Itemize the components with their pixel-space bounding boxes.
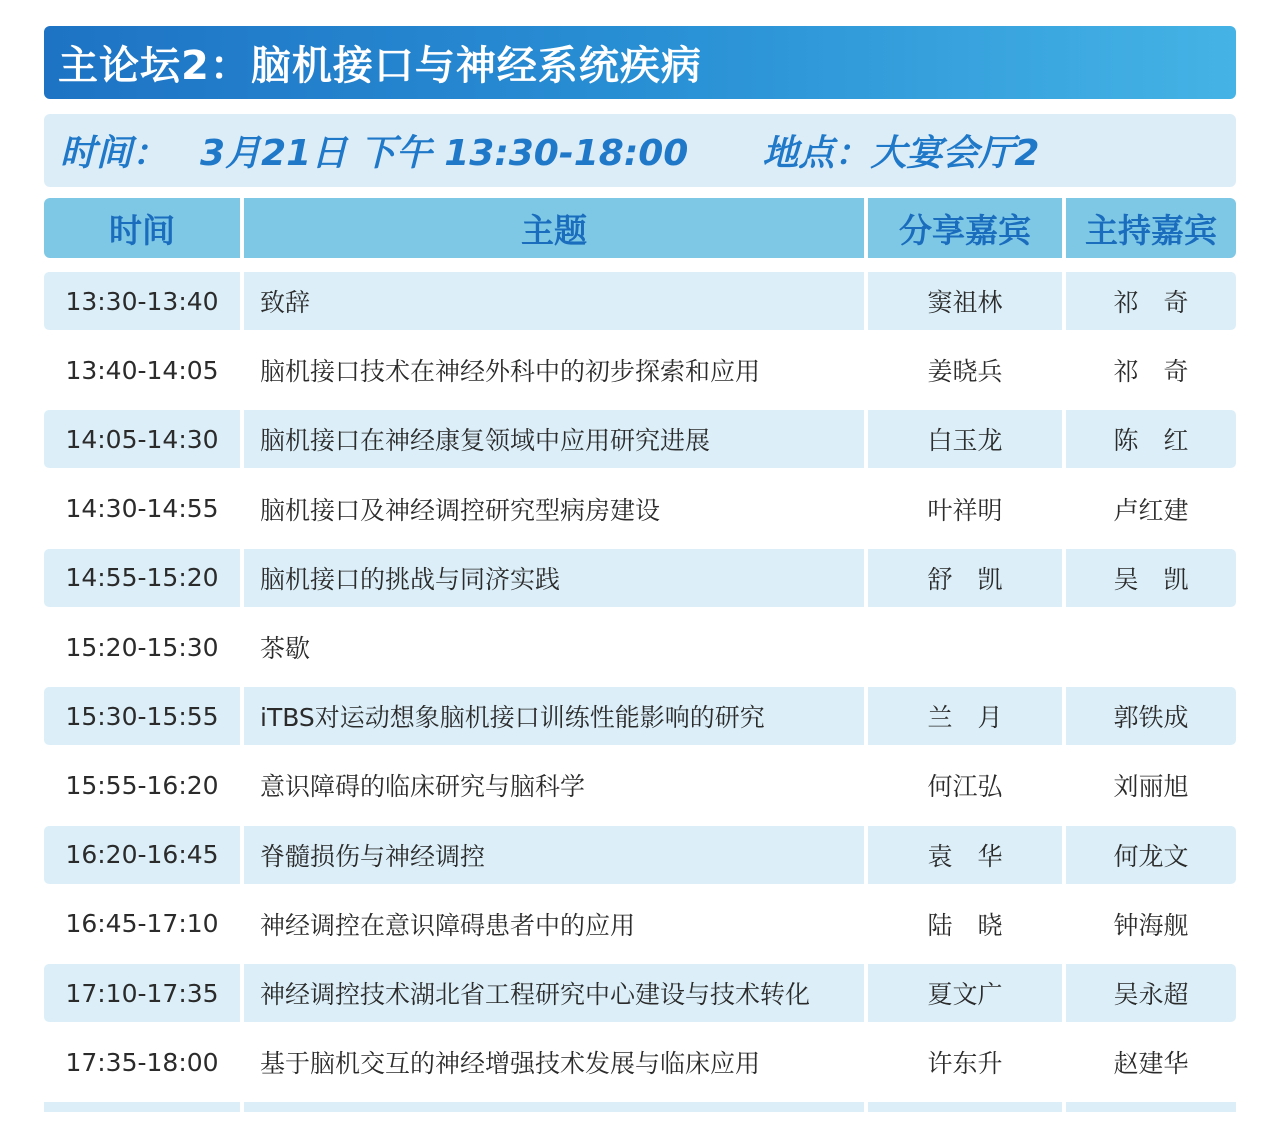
row-speaker: 陆 晓	[927, 910, 1003, 940]
table-row	[44, 272, 1236, 330]
row-host: 何龙文	[1066, 826, 1236, 884]
row-speaker: 兰 月	[868, 687, 1062, 745]
table-row	[44, 964, 1236, 1022]
forum-title-bar	[44, 26, 1236, 99]
row-topic: 脊髓损伤与神经调控	[244, 826, 864, 884]
row-topic: 神经调控技术湖北省工程研究中心建设与技术转化	[244, 964, 864, 1022]
row-topic: 茶歇	[260, 634, 311, 663]
header-host: 主持嘉宾	[1066, 198, 1236, 258]
table-row	[44, 549, 1236, 607]
row-topic: 脑机接口在神经康复领域中应用研究进展	[244, 410, 864, 468]
row-speaker: 夏文广	[868, 964, 1062, 1022]
row-topic: 基于脑机交互的神经增强技术发展与临床应用	[260, 1049, 761, 1079]
row-topic: iTBS对运动想象脑机接口训练性能影响的研究	[244, 687, 864, 745]
row-host: 刘丽旭	[1113, 772, 1189, 802]
table-bottom-strip	[44, 1102, 1236, 1112]
row-host: 祁 奇	[1066, 272, 1236, 330]
row-time: 15:20-15:30	[65, 632, 219, 662]
row-time: 13:40-14:05	[65, 355, 219, 385]
row-host: 吴永超	[1066, 964, 1236, 1022]
table-row	[44, 687, 1236, 745]
table-row	[44, 895, 1236, 953]
time-place-bar	[44, 114, 1236, 187]
row-host: 赵建华	[1113, 1049, 1189, 1079]
row-time: 14:05-14:30	[44, 410, 240, 468]
table-row	[44, 480, 1236, 538]
row-time: 16:45-17:10	[65, 909, 219, 939]
row-host: 卢红建	[1113, 495, 1189, 525]
table-row	[44, 1033, 1236, 1091]
forum-title: 主论坛2：脑机接口与神经系统疾病	[58, 43, 702, 89]
row-host: 郭铁成	[1066, 687, 1236, 745]
time-label: 时间：	[60, 133, 169, 174]
row-host: 祁 奇	[1113, 357, 1189, 387]
row-time: 15:55-16:20	[65, 770, 219, 800]
row-time: 14:30-14:55	[65, 494, 219, 524]
place-value: 大宴会厅2	[870, 133, 1040, 174]
row-topic: 脑机接口的挑战与同济实践	[244, 549, 864, 607]
row-host	[1066, 618, 1236, 676]
table-row	[44, 826, 1236, 884]
row-topic: 意识障碍的临床研究与脑科学	[260, 772, 586, 802]
row-topic: 脑机接口及神经调控研究型病房建设	[260, 495, 661, 525]
place-label: 地点：	[762, 133, 871, 174]
row-topic: 神经调控在意识障碍患者中的应用	[260, 910, 636, 940]
row-topic: 脑机接口技术在神经外科中的初步探索和应用	[260, 357, 761, 387]
row-speaker: 何江弘	[927, 772, 1003, 802]
row-speaker: 白玉龙	[868, 410, 1062, 468]
row-topic: 致辞	[244, 272, 864, 330]
row-speaker: 许东升	[927, 1049, 1003, 1079]
row-speaker: 舒 凯	[868, 549, 1062, 607]
row-host: 吴 凯	[1066, 549, 1236, 607]
row-time: 15:30-15:55	[44, 687, 240, 745]
row-time: 17:35-18:00	[65, 1047, 219, 1077]
row-host: 陈 红	[1066, 410, 1236, 468]
table-row	[44, 756, 1236, 814]
header-topic: 主题	[244, 198, 864, 258]
row-speaker: 窦祖林	[868, 272, 1062, 330]
row-speaker	[868, 618, 1062, 676]
row-speaker: 袁 华	[868, 826, 1062, 884]
row-time: 17:10-17:35	[44, 964, 240, 1022]
table-row	[44, 410, 1236, 468]
row-speaker: 姜晓兵	[927, 357, 1003, 387]
table-row	[44, 341, 1236, 399]
header-speaker: 分享嘉宾	[868, 198, 1062, 258]
row-time: 13:30-13:40	[44, 272, 240, 330]
table-header-row	[44, 198, 1236, 258]
table-row	[44, 618, 1236, 676]
row-speaker: 叶祥明	[927, 495, 1003, 525]
row-host: 钟海舰	[1113, 910, 1189, 940]
row-time: 14:55-15:20	[44, 549, 240, 607]
row-time: 16:20-16:45	[44, 826, 240, 884]
header-time: 时间	[44, 198, 240, 258]
time-value: 3月21日 下午 13:30-18:00	[200, 133, 689, 174]
